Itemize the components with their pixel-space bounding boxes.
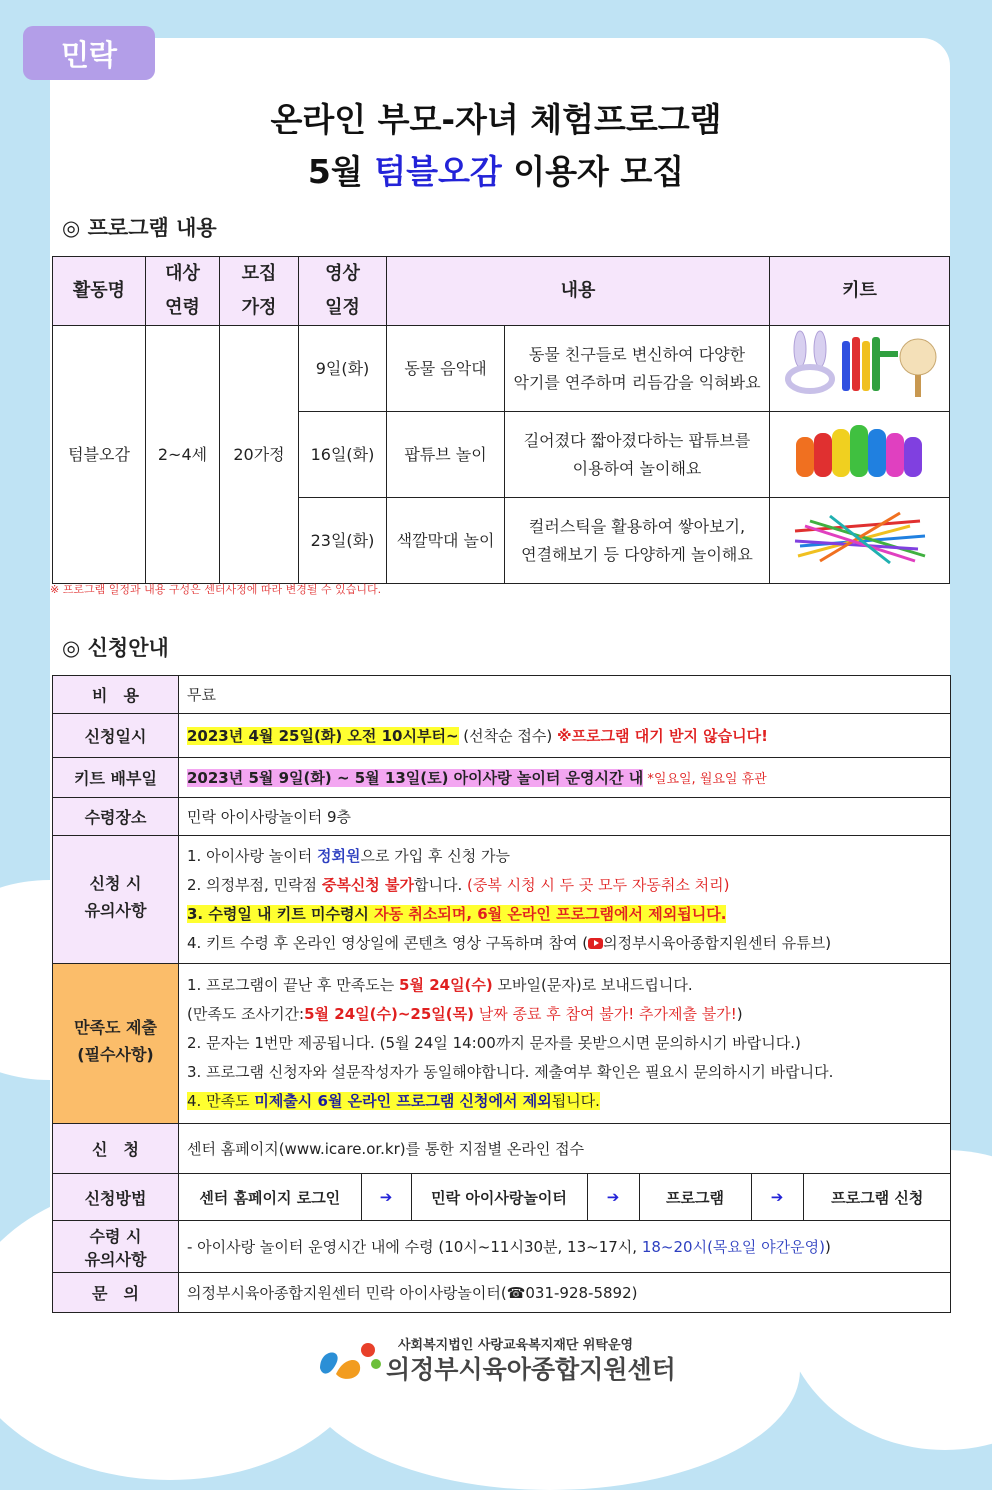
schedule-change-note: ※ 프로그램 일정과 내용 구성은 센터사정에 따라 변경될 수 있습니다. xyxy=(50,583,382,596)
youtube-icon xyxy=(588,938,603,949)
kit-date-value: 2023년 5월 9일(화) ~ 5월 13일(토) 아이사랑 놀이터 운영시간 내 *일요일, 월요일 휴관 xyxy=(179,758,951,798)
kit-image xyxy=(770,326,950,412)
page-title-line2: 5월 텀블오감 이용자 모집 xyxy=(307,152,685,191)
step-branch: 민락 아이사랑놀이터 xyxy=(411,1174,587,1220)
video-date: 16일(화) xyxy=(299,412,387,498)
video-date: 9일(화) xyxy=(299,326,387,412)
place-label: 수령장소 xyxy=(53,798,179,836)
session-name: 색깔막대 놀이 xyxy=(387,498,505,584)
method-steps xyxy=(179,1174,951,1221)
caution-label: 신청 시 유의사항 xyxy=(53,836,179,964)
target-age: 2~4세 xyxy=(146,326,220,584)
header-families: 모집 가정 xyxy=(220,257,299,326)
session-description: 동물 친구들로 변신하여 다양한 악기를 연주하며 리듬감을 익혀봐요 xyxy=(505,326,770,412)
session-description: 길어졌다 짧아졌다하는 팝튜브를 이용하여 놀이해요 xyxy=(505,412,770,498)
step-program: 프로그램 xyxy=(639,1174,751,1220)
section-title-application: ◎ 신청안내 xyxy=(62,636,169,660)
session-name: 팝튜브 놀이 xyxy=(387,412,505,498)
fee-label: 비 용 xyxy=(53,676,179,714)
program-table xyxy=(52,256,950,584)
phone-icon: ☎ xyxy=(506,1284,526,1302)
arrow-icon: ➔ xyxy=(361,1174,411,1220)
header-age: 대상 연령 xyxy=(146,257,220,326)
receive-label: 수령 시 유의사항 xyxy=(53,1221,179,1273)
apply-value: 센터 홈페이지(www.icare.or.kr)를 통한 지점별 온라인 접수 xyxy=(179,1124,951,1174)
page-title-line1: 온라인 부모-자녀 체험프로그램 xyxy=(270,100,722,139)
receive-value: - 아이사랑 놀이터 운영시간 내에 수령 (10시~11시30분, 13~17시, 18~20시(목요일 야간운영)) xyxy=(179,1221,951,1273)
step-program-apply: 프로그램 신청 xyxy=(803,1174,951,1220)
kit-image xyxy=(770,412,950,498)
video-date: 23일(화) xyxy=(299,498,387,584)
header-content: 내용 xyxy=(387,257,770,326)
footer-center-name: 의정부시육아종합지원센터 xyxy=(386,1355,676,1384)
header-activity: 활동명 xyxy=(53,257,146,326)
apply-date-value: 2023년 4월 25일(화) 오전 10시부터~ (선착순 접수) ※프로그램 대기 받지 않습니다! xyxy=(179,714,951,758)
center-logo-icon xyxy=(314,1338,384,1382)
program-name-highlight: 텀블오감 xyxy=(374,152,502,191)
place-value: 민락 아이사랑놀이터 9층 xyxy=(179,798,951,836)
table-row xyxy=(53,326,950,412)
survey-list: 1. 프로그램이 끝난 후 만족도는 5월 24일(수) 모바일(문자)로 보내드립니다. (만족도 조사기간:5월 24일(수)~25일(목) 날짜 종료 후 참여 불가! 추가제출 불가!) 2. 문자는 1번만 제공됩니다. (5월 24일 14:00까지 문자를 못받으시면 문의하시기 바랍니다.) 3. 프로그램 신청자와 설문작성자가 동일해야합니다. 제출여부 확인은 필요시 문의하시기 바랍니다. 4. 만족도 미제출시 6월 온라인 프로그램 신청에서 제외됩니다. xyxy=(179,964,951,1124)
arrow-icon: ➔ xyxy=(751,1174,803,1220)
family-count: 20가정 xyxy=(220,326,299,584)
contact-label: 문 의 xyxy=(53,1273,179,1313)
method-label: 신청방법 xyxy=(53,1174,179,1221)
kit-image xyxy=(770,498,950,584)
arrow-icon: ➔ xyxy=(587,1174,639,1220)
apply-date-label: 신청일시 xyxy=(53,714,179,758)
session-description: 컬러스틱을 활용하여 쌓아보기, 연결해보기 등 다양하게 놀이해요 xyxy=(505,498,770,584)
activity-name: 텀블오감 xyxy=(53,326,146,584)
header-kit: 키트 xyxy=(770,257,950,326)
session-name: 동물 음악대 xyxy=(387,326,505,412)
footer-operator: 사회복지법인 사랑교육복지재단 위탁운영 xyxy=(398,1338,634,1353)
survey-label: 만족도 제출 (필수사항) xyxy=(53,964,179,1124)
kit-date-label: 키트 배부일 xyxy=(53,758,179,798)
apply-label: 신 청 xyxy=(53,1124,179,1174)
branch-tag: 민락 xyxy=(23,26,155,80)
fee-value: 무료 xyxy=(179,676,951,714)
header-video-schedule: 영상 일정 xyxy=(299,257,387,326)
contact-value: 의정부시육아종합지원센터 민락 아이사랑놀이터(☎031-928-5892) xyxy=(179,1273,951,1313)
caution-list: 1. 아이사랑 놀이터 정회원으로 가입 후 신청 가능 2. 의정부점, 민락점 중복신청 불가합니다. (중복 시청 시 두 곳 모두 자동취소 처리) 3. 수령일 내 키트 미수령시 자동 취소되며, 6월 온라인 프로그램에서 제외됩니다. 4. 키트 수령 후 온라인 영상일에 콘텐츠 영상 구독하며 참여 ( 의정부시육아종합지원센터 유튜브) xyxy=(179,836,951,964)
application-info-table xyxy=(52,675,951,1313)
section-title-program: ◎ 프로그램 내용 xyxy=(62,216,217,240)
step-homepage-login: 센터 홈페이지 로그인 xyxy=(179,1174,361,1220)
